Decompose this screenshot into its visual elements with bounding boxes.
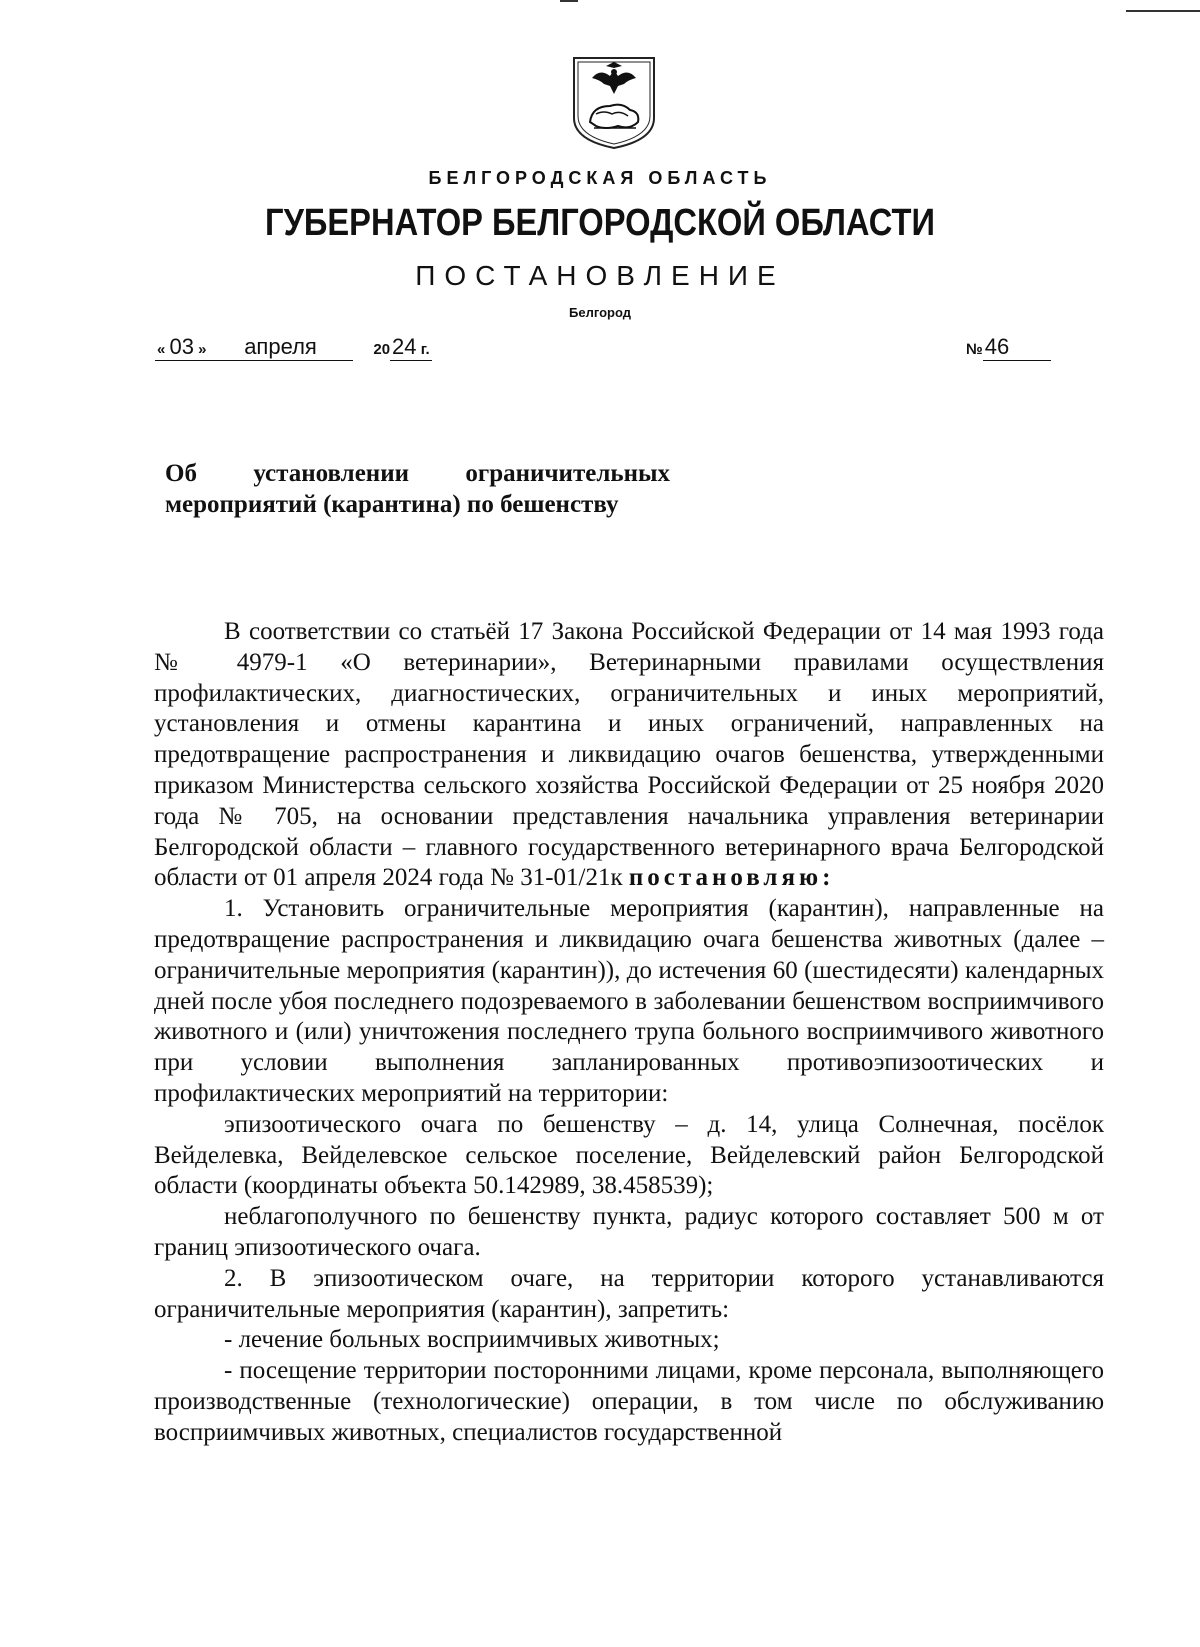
document-type: ПОСТАНОВЛЕНИЕ: [415, 260, 785, 291]
preamble-text: В соответствии со статьёй 17 Закона Российской Федерации от 14 мая 1993 года № 4979-1 «О ветеринарии», Ветеринарными правилами осуществления профилактических, диагностических, ограничительных и иных мероприятий, установления и отмены карантина и иных ограничений, направленных на предотвращение распространения и ликвидацию очагов бешенства, утвержденными приказом Министерства сельского хозяйства Российской Федерации от 25 ноября 2020 года № 705, на основании представления начальника управления ветеринарии Белгородской области – главного государственного ветеринарного врача Белгородской области от 01 апреля 2024 года № 31-01/21к: [154, 618, 1104, 892]
governor-title: ГУБЕРНАТОР БЕЛГОРОДСКОЙ ОБЛАСТИ: [265, 202, 935, 244]
date-year-suffix: 24: [392, 334, 417, 359]
paragraph-preamble: [154, 617, 1104, 894]
subject-line-2: мероприятий (карантина) по бешенству: [165, 491, 619, 518]
date-year-mark: г.: [420, 341, 430, 358]
paragraph-ban-1: - лечение больных восприимчивых животных;: [224, 1326, 720, 1354]
date-open-quote: «: [157, 341, 166, 358]
date-day: 03: [169, 334, 194, 359]
document-body: [154, 617, 1104, 1449]
scan-mark-top: [1126, 10, 1200, 12]
document-subject: [165, 458, 670, 520]
paragraph-focus: эпизоотического очага по бешенству – д. 14, улица Солнечная, посёлок Вейделевка, Вейделевское сельское поселение, Вейделевский район Белгородской области (координаты объекта 50.142989, 38.458539);: [154, 1110, 1104, 1200]
date-month-field: [209, 334, 353, 361]
paragraph-item-2: 2. В эпизоотическом очаге, на территории которого устанавливаются ограничительные мероприятия (карантин), запретить:: [154, 1264, 1104, 1323]
number-label: №: [966, 341, 983, 358]
paragraph-item-1: 1. Установить ограничительные мероприятия (карантин), направленные на предотвращение распространения и ликвидацию очага бешенства животных (далее – ограничительные мероприятия (карантин)), до истечения 60 (шестидесяти) календарных дней после убоя последнего подозреваемого в заболевании бешенством восприимчивого животного и (или) уничтожения последнего трупа больного восприимчивого животного при условии выполнения запланированных противоэпизоотических и профилактических мероприятий на территории:: [154, 895, 1104, 1107]
date-month: апреля: [244, 334, 317, 359]
city-name: Белгород: [569, 305, 631, 320]
date-year-prefix: 20: [373, 341, 391, 358]
coat-of-arms-emblem: [570, 56, 658, 150]
number-value: 46: [984, 334, 1010, 359]
document-number: [966, 334, 1051, 361]
number-field: [983, 334, 1051, 361]
date-close-quote: »: [198, 341, 207, 358]
scan-mark-top-small: [560, 0, 578, 2]
date-day-field: [155, 334, 209, 361]
paragraph-ban-2: - посещение территории посторонними лицами, кроме персонала, выполняющего производственные (технологические) операции, в том числе по обслуживанию восприимчивых животных, специалистов государственной: [154, 1357, 1104, 1446]
subject-line-1: Об установлении ограничительных: [165, 460, 670, 487]
region-title: БЕЛГОРОДСКАЯ ОБЛАСТЬ: [428, 168, 772, 188]
paragraph-area: неблагополучного по бешенству пункта, радиус которого составляет 500 м от границ эпизоотического очага.: [154, 1203, 1104, 1261]
date-year-field: [390, 334, 432, 361]
decree-word: постановляю:: [628, 864, 835, 892]
document-date: [155, 334, 432, 361]
